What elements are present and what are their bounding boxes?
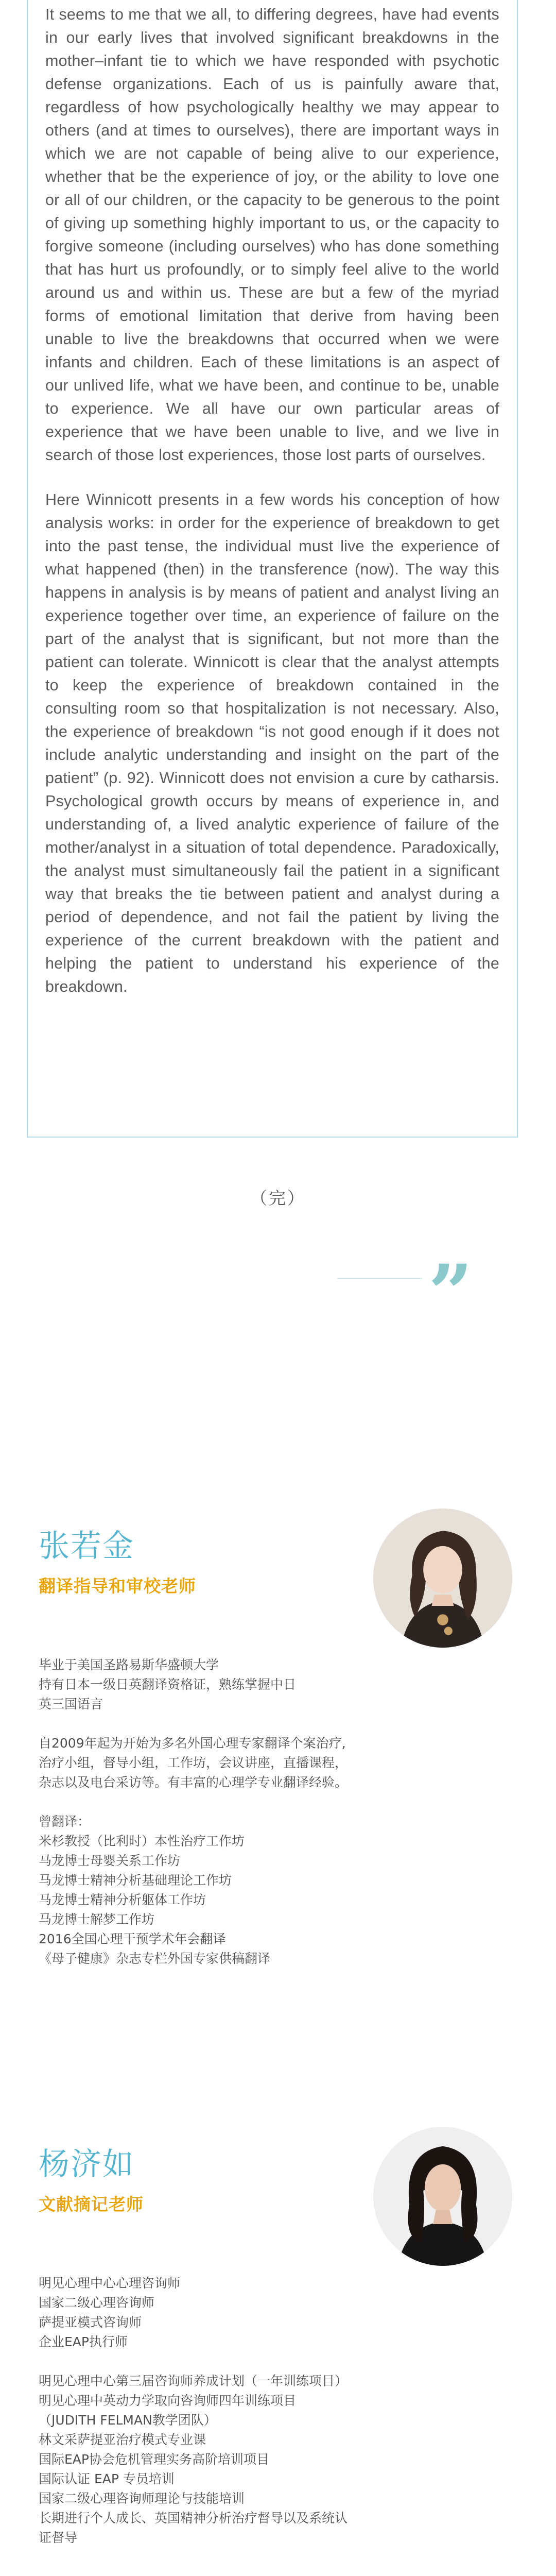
end-mark: （完）: [250, 1188, 306, 1208]
bio-line: 马龙博士解梦工作坊: [39, 1912, 155, 1927]
avatar-photo-1: [373, 1509, 512, 1648]
bio-line: 马龙博士精神分析躯体工作坊: [39, 1892, 206, 1907]
bio-line: 马龙博士母婴关系工作坊: [39, 1853, 181, 1868]
bio-line: 马龙博士精神分析基础理论工作坊: [39, 1873, 232, 1888]
bio-line: 萨提亚模式咨询师: [39, 2315, 142, 2330]
bio-line: 英三国语言: [39, 1697, 103, 1711]
profile-name: 杨济如: [39, 2146, 134, 2182]
bio-line: 证督导: [39, 2530, 78, 2545]
article-paragraph-2: Here Winnicott presents in a few words his conception of how analysis works: in order for the experience of breakdown to get into the past tense, the individual must live the experience of what happened (then) in the transference (now). The way this happens in analysis is by means of patient and analyst living an experience together over time, an experience of failure on the part of the analyst that is significant, but not more than the patient can tolerate. Winnicott is clear that the analyst attempts to keep the experience of breakdown contained in the consulting room so that hospitalization is not necessary. Also, the experience of breakdown “is not good enough if it does not include analytic understanding and insight on the part of the patient” (p. 92). Winnicott does not envision a cure by catharsis. Psychological growth occurs by means of experience in, and understanding of, a lived analytic experience of failure of the mother/analyst in a situation of total dependence. Paradoxically, the analyst must simultaneously fail the patient in a significant way that breaks the tie between patient and analyst during a period of dependence, and not fail the patient by living the experience of the current breakdown with the patient and helping the patient to understand his experience of the breakdown.: [45, 491, 499, 995]
bio-line: 明见心理中英动力学取向咨询师四年训练项目: [39, 2393, 297, 2408]
bio-line: 明见心理中心第三届咨询师养成计划（一年训练项目）: [39, 2374, 348, 2388]
article-paragraph-1: It seems to me that we all, to differing degrees, have had events in our early lives that involved significant breakdowns in the mother–infant tie to which we have responded with psychotic defense organizations. Each of us is painfully aware that, regardless of how psychologically healthy we may appear to others (and at times to ourselves), there are important ways in which we are not capable of being alive to our experience, whether that be the experience of joy, or the ability to love one or all of our children, or the capacity to be generous to the point of giving up something highly important to us, or the capacity to forgive someone (including ourselves) who has done something that has hurt us profoundly, or to simply feel alive to the world around us and within us. These are but a few of the myriad forms of emotional limitation that derive from having been unable to live the breakdowns that occurred when we were infants and children. Each of these limitations is an aspect of our unlived life, what we have been, and continue to be, unable to experience. We all have our own particular areas of experience that we have been unable to live, and we live in search of those lost experiences, those lost parts of ourselves.: [45, 6, 499, 464]
bio-line: 杂志以及电台采访等。有丰富的心理学专业翻译经验。: [39, 1775, 348, 1790]
bio-line: 米杉教授（比利时）本性治疗工作坊: [39, 1834, 245, 1849]
bio-line: 治疗小组，督导小组，工作坊，会议讲座，直播课程，: [39, 1755, 348, 1770]
bio-line: 国际认证 EAP 专员培训: [39, 2471, 175, 2486]
bio-line: （JUDITH FELMAN教学团队）: [39, 2413, 217, 2428]
bio-line: 《母子健康》杂志专栏外国专家供稿翻译: [39, 1951, 271, 1966]
bio-line: 国际EAP协会危机管理实务高阶培训项目: [39, 2452, 269, 2467]
bio-line: 自2009年起为开始为多名外国心理专家翻译个案治疗,: [39, 1736, 346, 1751]
bio-spacer: [39, 1714, 363, 1734]
bio-spacer: [39, 1792, 363, 1812]
bio-line: 2016全国心理干预学术年会翻译: [39, 1931, 226, 1946]
bio-line: 国家二级心理咨询师: [39, 2295, 155, 2310]
closing-quote-icon: ”: [428, 1248, 473, 1338]
article-quote-box: [27, 0, 518, 1138]
profile-role: 文献摘记老师: [39, 2194, 144, 2214]
bio-line: 曾翻译：: [39, 1814, 91, 1829]
profile-name: 张若金: [39, 1528, 134, 1564]
avatar-photo-2: [373, 2127, 512, 2266]
profile-role: 翻译指导和审校老师: [39, 1576, 196, 1596]
bio-line: 林文采萨提亚治疗模式专业课: [39, 2432, 206, 2447]
bio-line: 明见心理中心心理咨询师: [39, 2276, 181, 2291]
profile-bio: [39, 1655, 363, 1969]
quote-divider-line: [337, 1278, 422, 1279]
bio-line: 国家二级心理咨询师理论与技能培训: [39, 2491, 245, 2506]
bio-line: 毕业于美国圣路易斯华盛顿大学: [39, 1657, 219, 1672]
bio-spacer: [39, 2352, 481, 2371]
bio-line: 企业EAP执行师: [39, 2334, 128, 2349]
bio-line: 长期进行个人成长、英国精神分析治疗督导以及系统认: [39, 2511, 348, 2526]
bio-line: 持有日本一级日英翻译资格证，熟练掌握中日: [39, 1677, 297, 1692]
profile-bio: [39, 2274, 481, 2548]
